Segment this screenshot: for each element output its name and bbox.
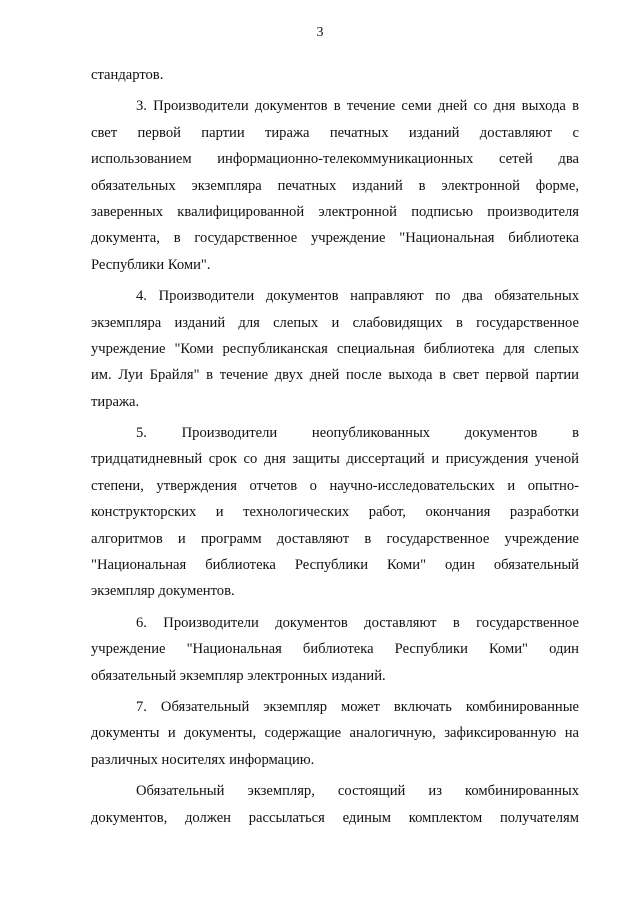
text-line: 3. Производители документов в течение семи дней со дня выхода в — [136, 98, 579, 115]
text-line: документа, в государственное учреждение "Национальная библиотека — [91, 230, 579, 247]
text-line: Республики Коми". — [91, 256, 211, 273]
page-number: 3 — [316, 25, 324, 40]
text-line: тиража. — [91, 393, 140, 410]
text-line: учреждение "Национальная библиотека Республики Коми" один — [91, 641, 579, 658]
text-line: степени, утверждения отчетов о научно-исследовательских и опытно- — [91, 477, 579, 494]
text-line: 7. Обязательный экземпляр может включать комбинированные — [136, 698, 579, 715]
text-line: документов, должен рассылаться единым комплектом получателям — [91, 809, 579, 826]
text-line: учреждение "Коми республиканская специальная библиотека для слепых — [91, 340, 579, 357]
text-line: заверенных квалифицированной электронной подписью производителя — [91, 203, 579, 220]
text-line: тридцатидневный срок со дня защиты диссертаций и присуждения ученой — [91, 451, 579, 468]
text-line: Обязательный экземпляр, состоящий из комбинированных — [136, 783, 579, 800]
text-line: алгоритмов и программ доставляют в государственное учреждение — [91, 530, 579, 547]
text-line: конструкторских и технологических работ, окончания разработки — [91, 504, 579, 521]
paragraph-p4 — [91, 283, 579, 415]
paragraph-p3 — [91, 93, 579, 278]
text-line: свет первой партии тиража печатных изданий доставляют с — [91, 124, 579, 141]
text-line: обязательных экземпляра печатных изданий в электронной форме, — [91, 177, 579, 194]
text-line: 5. Производители неопубликованных документов в — [136, 425, 579, 442]
text-line: различных носителях информацию. — [91, 751, 315, 768]
text-line: им. Луи Брайля" в течение двух дней после выхода в свет первой партии — [91, 367, 579, 384]
text-line: экземпляра изданий для слепых и слабовидящих в государственное — [91, 314, 579, 331]
text-line: использованием информационно-телекоммуникационных сетей два — [91, 151, 579, 168]
text-line: 4. Производители документов направляют по два обязательных — [136, 288, 579, 305]
text-line: документы и документы, содержащие аналогичную, зафиксированную на — [91, 725, 579, 742]
document-body — [91, 62, 579, 831]
paragraph-p-cont — [91, 62, 579, 88]
paragraph-p8 — [91, 778, 579, 831]
text-line: 6. Производители документов доставляют в государственное — [136, 614, 579, 631]
text-line: обязательный экземпляр электронных изданий. — [91, 667, 386, 684]
paragraph-p5 — [91, 420, 579, 605]
text-line: экземпляр документов. — [91, 583, 235, 600]
text-line: стандартов. — [91, 67, 164, 83]
paragraph-p6 — [91, 610, 579, 689]
text-line: "Национальная библиотека Республики Коми" один обязательный — [91, 557, 579, 574]
paragraph-p7 — [91, 694, 579, 773]
